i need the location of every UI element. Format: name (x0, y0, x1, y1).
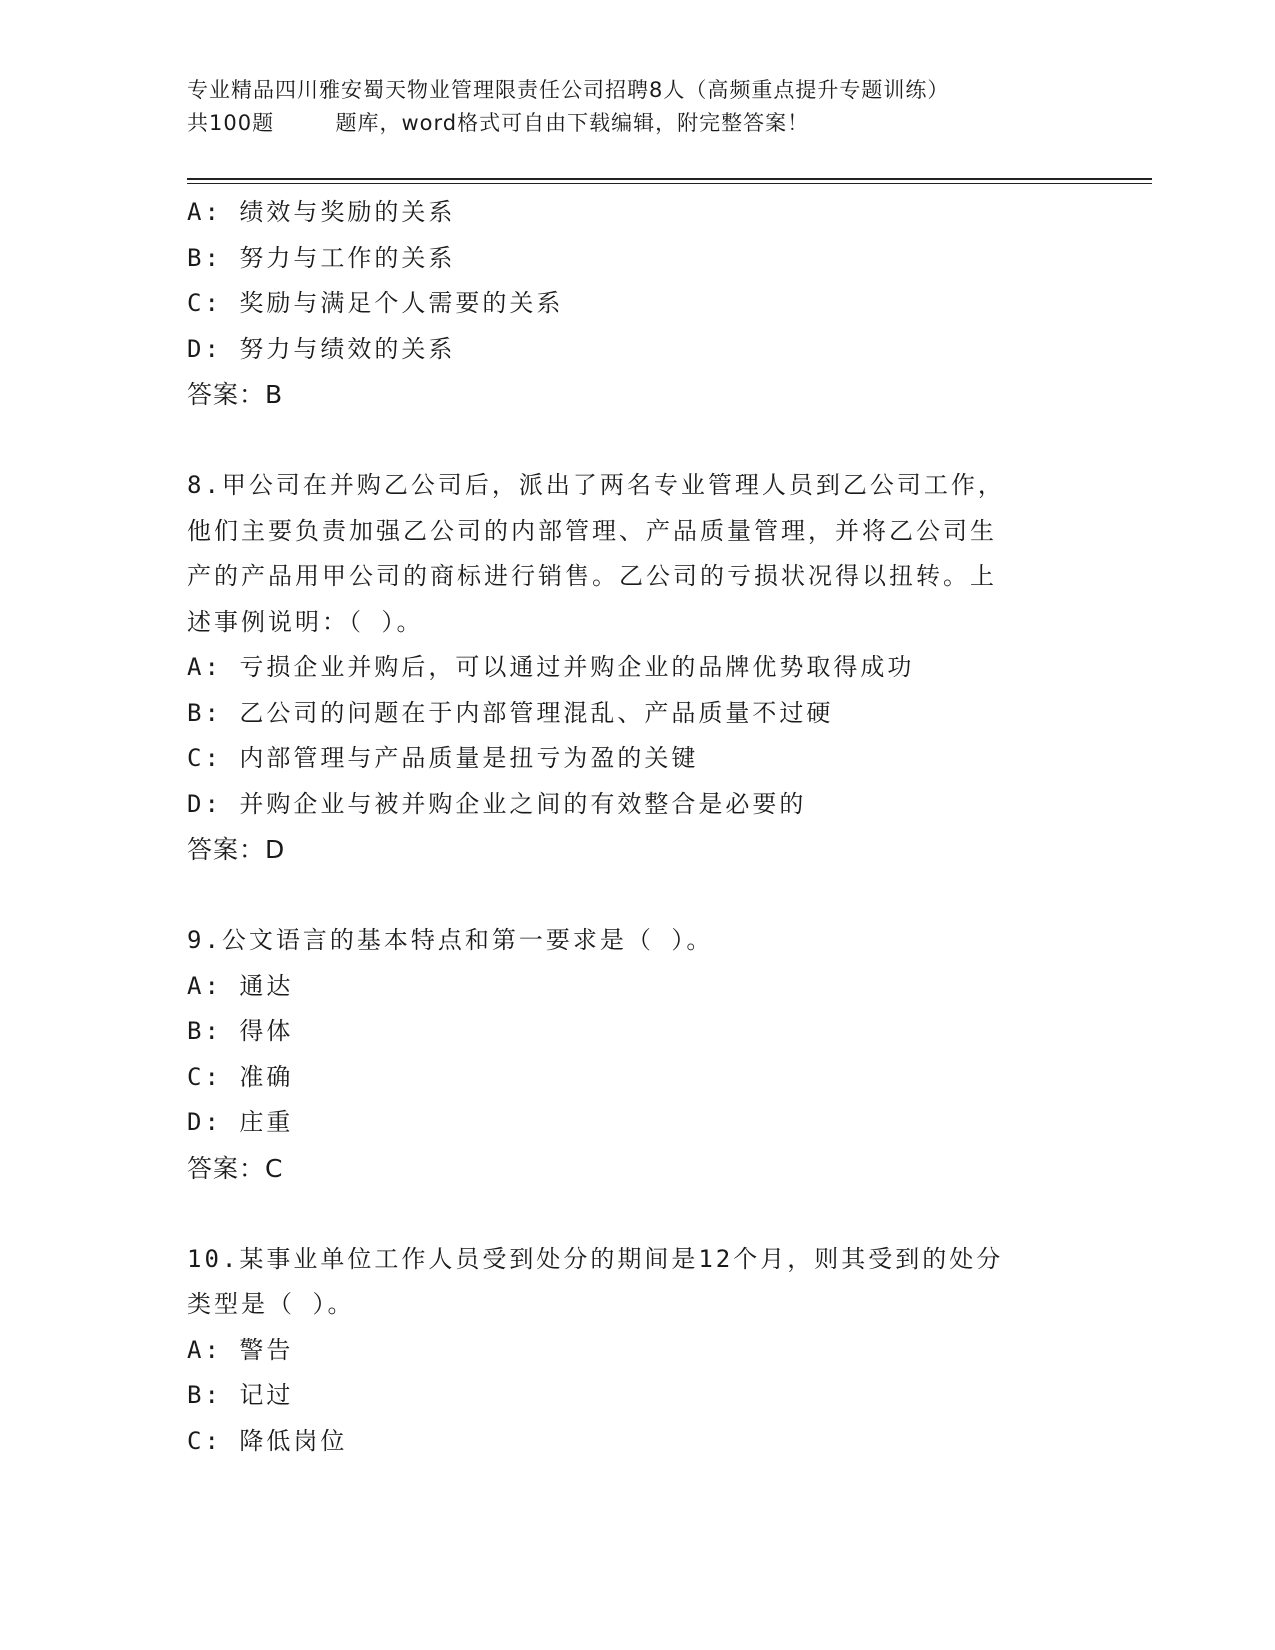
option-c: C: 内部管理与产品质量是扭亏为盈的关键 (187, 744, 699, 772)
option-d: D: 并购企业与被并购企业之间的有效整合是必要的 (187, 789, 807, 818)
option-b: B: 得体 (187, 1017, 294, 1045)
question-7-continued (187, 190, 1067, 418)
question-list (187, 190, 1067, 1464)
option-d: D: 庄重 (187, 1108, 294, 1136)
question-8 (187, 463, 1067, 873)
header-subtitle-line: 共100题 题库，word格式可自由下载编辑，附完整答案！ (187, 111, 810, 135)
question-text-line: 他们主要负责加强乙公司的内部管理、产品质量管理，并将乙公司生 (187, 516, 997, 545)
answer-line: 答案：B (187, 380, 284, 409)
spacer (187, 873, 1067, 919)
option-a: A: 通达 (187, 971, 294, 1000)
question-text-line: 类型是（ ）。 (187, 1290, 355, 1318)
header-divider-thick (187, 178, 1152, 180)
answer-line: 答案：D (187, 835, 286, 864)
question-9 (187, 918, 1067, 1191)
option-b: B: 乙公司的问题在于内部管理混乱、产品质量不过硬 (187, 698, 834, 727)
spacer (187, 1191, 1067, 1237)
question-text-line: 述事例说明：（ ）。 (187, 607, 424, 636)
question-10 (187, 1237, 1067, 1465)
question-text-line: 9.公文语言的基本特点和第一要求是（ ）。 (187, 926, 714, 954)
option-c: C: 奖励与满足个人需要的关系 (187, 289, 564, 317)
option-b: B: 努力与工作的关系 (187, 243, 456, 272)
option-a: A: 亏损企业并购后，可以通过并购企业的品牌优势取得成功 (187, 653, 915, 681)
option-c: C: 准确 (187, 1062, 294, 1091)
option-c: C: 降低岗位 (187, 1426, 348, 1455)
question-text-line: 8.甲公司在并购乙公司后，派出了两名专业管理人员到乙公司工作， (187, 471, 1005, 499)
document-header (187, 74, 1087, 140)
spacer (187, 418, 1067, 464)
answer-line: 答案：C (187, 1153, 284, 1183)
question-text-line: 产的产品用甲公司的商标进行销售。乙公司的亏损状况得以扭转。上 (187, 562, 997, 590)
option-a: A: 绩效与奖励的关系 (187, 198, 456, 226)
option-d: D: 努力与绩效的关系 (187, 334, 456, 363)
question-text-line: 10.某事业单位工作人员受到处分的期间是12个月，则其受到的处分 (187, 1244, 1004, 1273)
option-b: B: 记过 (187, 1381, 294, 1409)
header-title-line: 专业精品四川雅安蜀天物业管理限责任公司招聘8人（高频重点提升专题训练） (187, 78, 950, 102)
option-a: A: 警告 (187, 1335, 294, 1364)
header-divider-thin (187, 183, 1152, 184)
